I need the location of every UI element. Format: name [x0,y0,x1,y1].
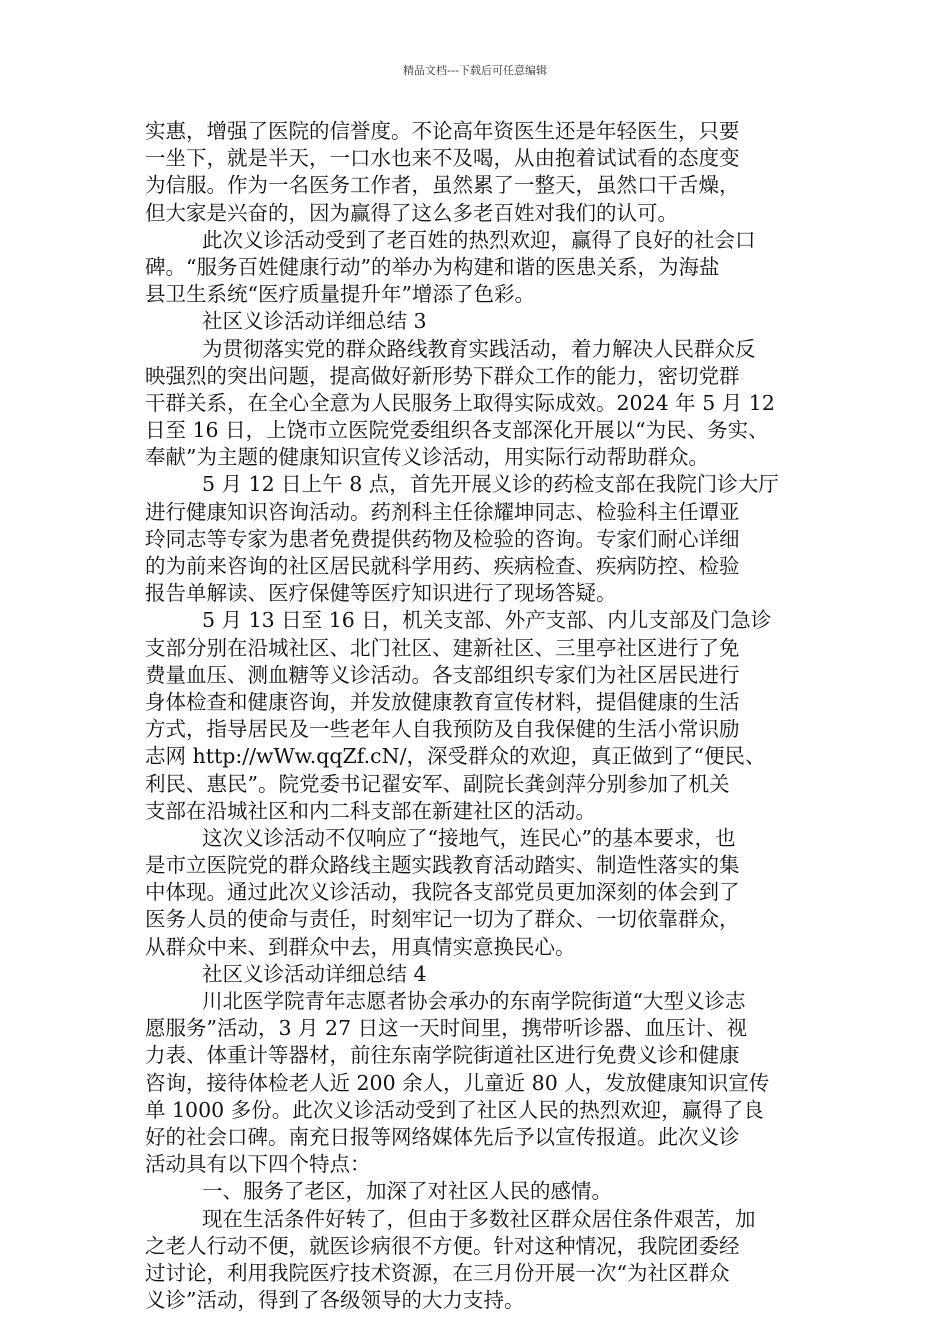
document-body [145,118,825,1314]
text-line: 映强烈的突出问题，提高做好新形势下群众工作的能力，密切党群 [145,363,740,388]
text-line: 医务人员的使命与责任，时刻牢记一切为了群众、一切依靠群众， [145,907,740,932]
text-line: 一坐下，就是半天，一口水也来不及喝，从由抱着试试看的态度变 [145,146,740,171]
text-line: 是市立医院党的群众路线主题实践教育活动踏实、制造性落实的集 [145,853,740,878]
text-line: 社区义诊活动详细总结 4 [202,961,427,986]
text-line: 报告单解读、医疗保健等医疗知识进行了现场答疑。 [145,581,617,606]
text-line: 5 月 13 日至 16 日，机关支部、外产支部、内儿支部及门急诊 [202,608,772,633]
text-line: 实惠，增强了医院的信誉度。不论高年资医生还是年轻医生，只要 [145,119,740,143]
page-header: 精品文档---下载后可任意编辑 [403,64,547,77]
text-line: 志网 http://wWw.qqZf.cN/，深受群众的欢迎，真正做到了“便民、 [145,744,766,769]
text-line: 方式，指导居民及一些老年人自我预防及自我保健的生活小常识励 [145,717,740,742]
text-line: 为信服。作为一名医务工作者，虽然累了一整天，虽然口干舌燥， [145,173,740,198]
text-line: 单 1000 多份。此次义诊活动受到了社区人民的热烈欢迎，赢得了良 [145,1097,764,1122]
text-line: 县卫生系统“医疗质量提升年”增添了色彩。 [145,282,535,307]
text-line: 的为前来咨询的社区居民就科学用药、疾病检查、疾病防控、检验 [145,554,740,578]
text-line: 中体现。通过此次义诊活动，我院各支部党员更加深刻的体会到了 [145,880,740,905]
text-line: 咨询，接待体检老人近 200 余人，儿童近 80 人，发放健康知识宣传 [145,1070,770,1095]
text-line: 过讨论，利用我院医疗技术资源，在三月份开展一次“为社区群众 [145,1260,730,1285]
text-line: 5 月 12 日上午 8 点，首先开展义诊的药检支部在我院门诊大厅 [202,472,779,497]
text-line: 奉献”为主题的健康知识宣传义诊活动，用实际行动帮助群众。 [145,445,709,470]
text-line: 现在生活条件好转了，但由于多数社区群众居住条件艰苦，加 [202,1206,756,1231]
text-line: 从群众中来、到群众中去，用真情实意换民心。 [145,934,576,959]
text-line: 利民、惠民”。院党委书记翟安军、副院长龚剑萍分别参加了机关 [145,771,730,796]
text-line: 川北医学院青年志愿者协会承办的东南学院街道“大型义诊志 [202,989,746,1013]
text-line: 碑。“服务百姓健康行动”的举办为构建和谐的医患关系，为海盐 [145,254,720,279]
text-line: 力表、体重计等器材，前往东南学院街道社区进行免费义诊和健康 [145,1043,740,1068]
text-line: 之老人行动不便，就医诊病很不方便。针对这种情况，我院团委经 [145,1233,740,1258]
text-line: 义诊”活动，得到了各级领导的大力支持。 [145,1288,525,1313]
text-line: 身体检查和健康咨询，并发放健康教育宣传材料，提倡健康的生活 [145,689,740,714]
text-line: 此次义诊活动受到了老百姓的热烈欢迎，赢得了良好的社会口 [202,227,756,252]
text-line: 费量血压、测血糖等义诊活动。各支部组织专家们为社区居民进行 [145,662,740,687]
text-line: 这次义诊活动不仅响应了“接地气，连民心”的基本要求，也 [202,825,736,850]
text-line: 活动具有以下四个特点： [145,1152,371,1177]
text-line: 支部分别在沿城社区、北门社区、建新社区、三里亭社区进行了免 [145,635,740,660]
text-line: 好的社会口碑。南充日报等网络媒体先后予以宣传报道。此次义诊 [145,1124,740,1149]
text-line: 干群关系，在全心全意为人民服务上取得实际成效。2024 年 5 月 12 [145,390,775,415]
text-line: 愿服务”活动，3 月 27 日这一天时间里，携带听诊器、血压计、视 [145,1016,748,1041]
text-line: 但大家是兴奋的，因为赢得了这么多老百姓对我们的认可。 [145,200,678,225]
text-line: 日至 16 日，上饶市立医院党委组织各支部深化开展以“为民、务实、 [145,418,769,443]
text-line: 支部在沿城社区和内二科支部在新建社区的活动。 [145,798,596,823]
text-line: 一、服务了老区，加深了对社区人民的感情。 [202,1179,612,1204]
text-line: 进行健康知识咨询活动。药剂科主任徐耀坤同志、检验科主任谭亚 [145,499,740,524]
text-line: 玲同志等专家为患者免费提供药物及检验的咨询。专家们耐心详细 [145,526,740,551]
text-line: 为贯彻落实党的群众路线教育实践活动，着力解决人民群众反 [202,336,756,361]
text-line: 社区义诊活动详细总结 3 [202,309,427,334]
